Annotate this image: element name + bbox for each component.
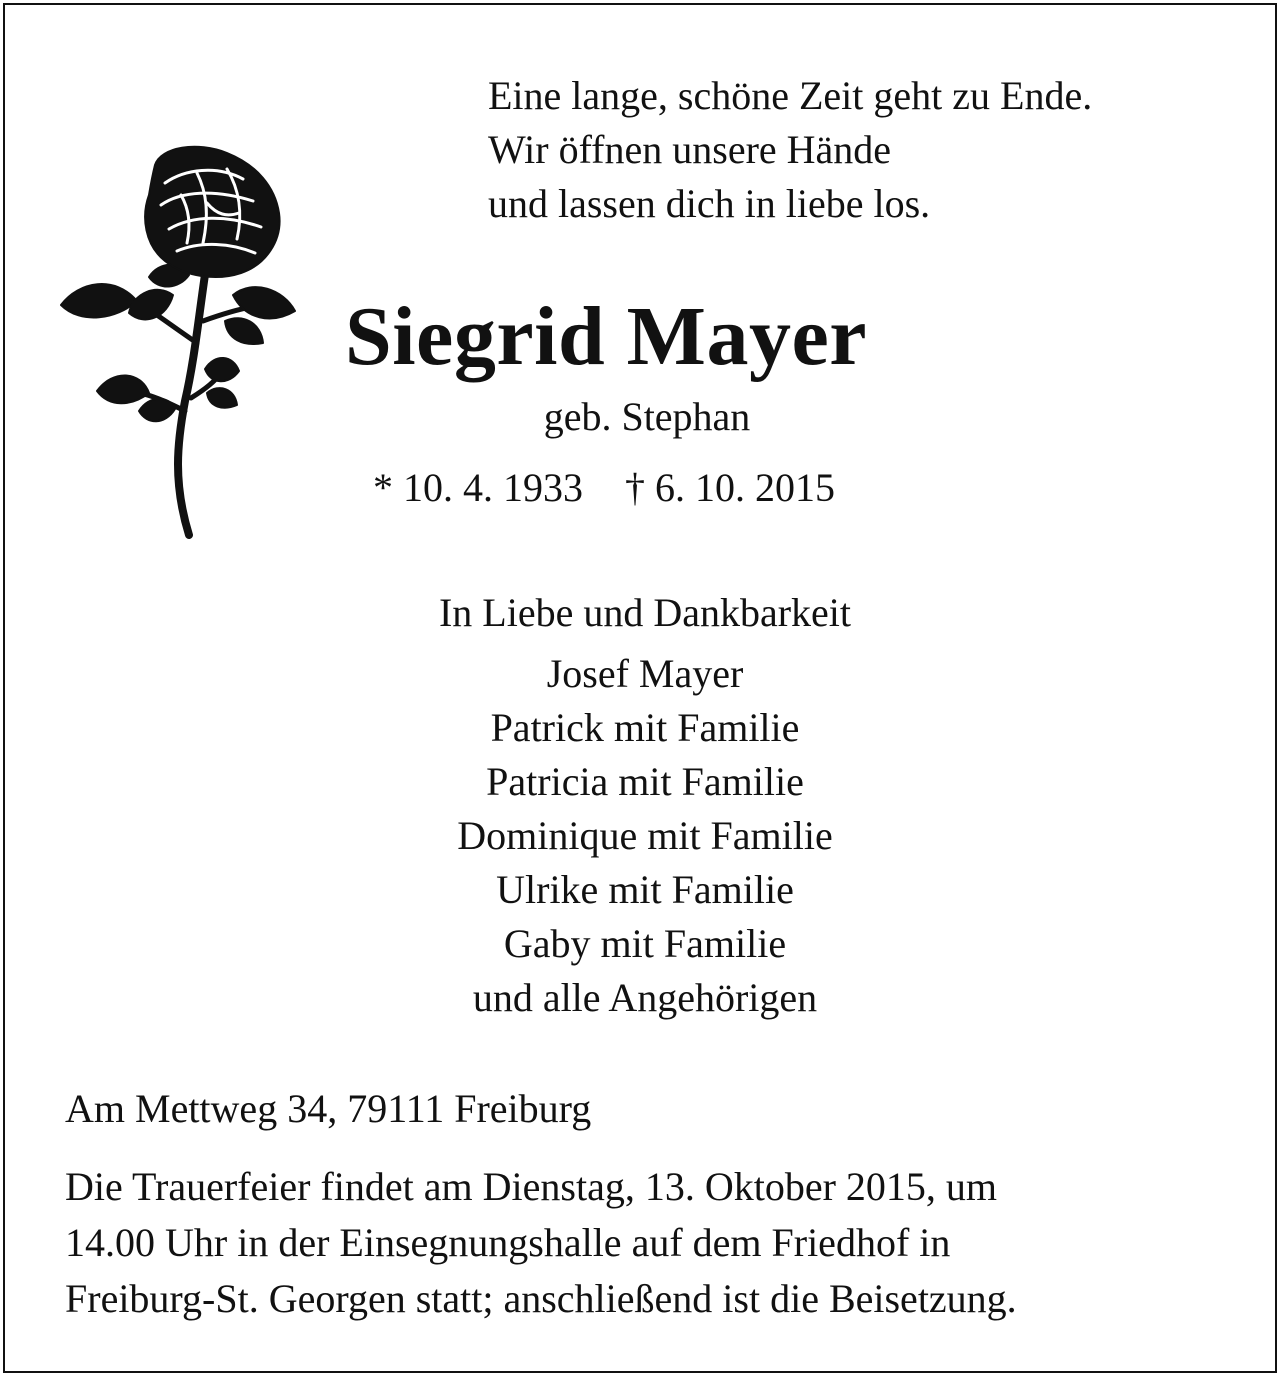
rose-icon (57, 143, 305, 543)
maiden-name: geb. Stephan (543, 394, 751, 439)
deceased-name: Siegrid Mayer (345, 290, 868, 383)
ceremony-info (65, 1159, 1017, 1327)
mourner-name: Patricia mit Familie (486, 759, 804, 804)
death-date: † 6. 10. 2015 (625, 465, 835, 510)
poem-line: und lassen dich in liebe los. (488, 181, 931, 226)
address: Am Mettweg 34, 79111 Freiburg (65, 1086, 592, 1131)
mourner-name: Dominique mit Familie (457, 813, 833, 858)
poem-line: Eine lange, schöne Zeit geht zu Ende. (488, 73, 1093, 118)
life-dates (373, 463, 835, 513)
mourners-intro: In Liebe und Dankbarkeit (438, 590, 852, 635)
mourners-list (5, 587, 1280, 1025)
mourner-name: und alle Angehörigen (472, 975, 818, 1020)
ceremony-line: Freiburg-St. Georgen statt; anschließend ist die Beisetzung. (65, 1276, 1017, 1321)
ceremony-line: Die Trauerfeier findet am Dienstag, 13. Oktober 2015, um (65, 1164, 998, 1209)
obituary-notice (3, 3, 1277, 1373)
mourner-name: Josef Mayer (546, 651, 744, 696)
birth-date: * 10. 4. 1933 (373, 465, 583, 510)
mourner-name: Patrick mit Familie (490, 705, 800, 750)
poem-line: Wir öffnen unsere Hände (488, 127, 892, 172)
ceremony-line: 14.00 Uhr in der Einsegnungshalle auf dem Friedhof in (65, 1220, 951, 1265)
poem (488, 69, 1092, 231)
mourner-name: Ulrike mit Familie (496, 867, 794, 912)
mourner-name: Gaby mit Familie (503, 921, 787, 966)
